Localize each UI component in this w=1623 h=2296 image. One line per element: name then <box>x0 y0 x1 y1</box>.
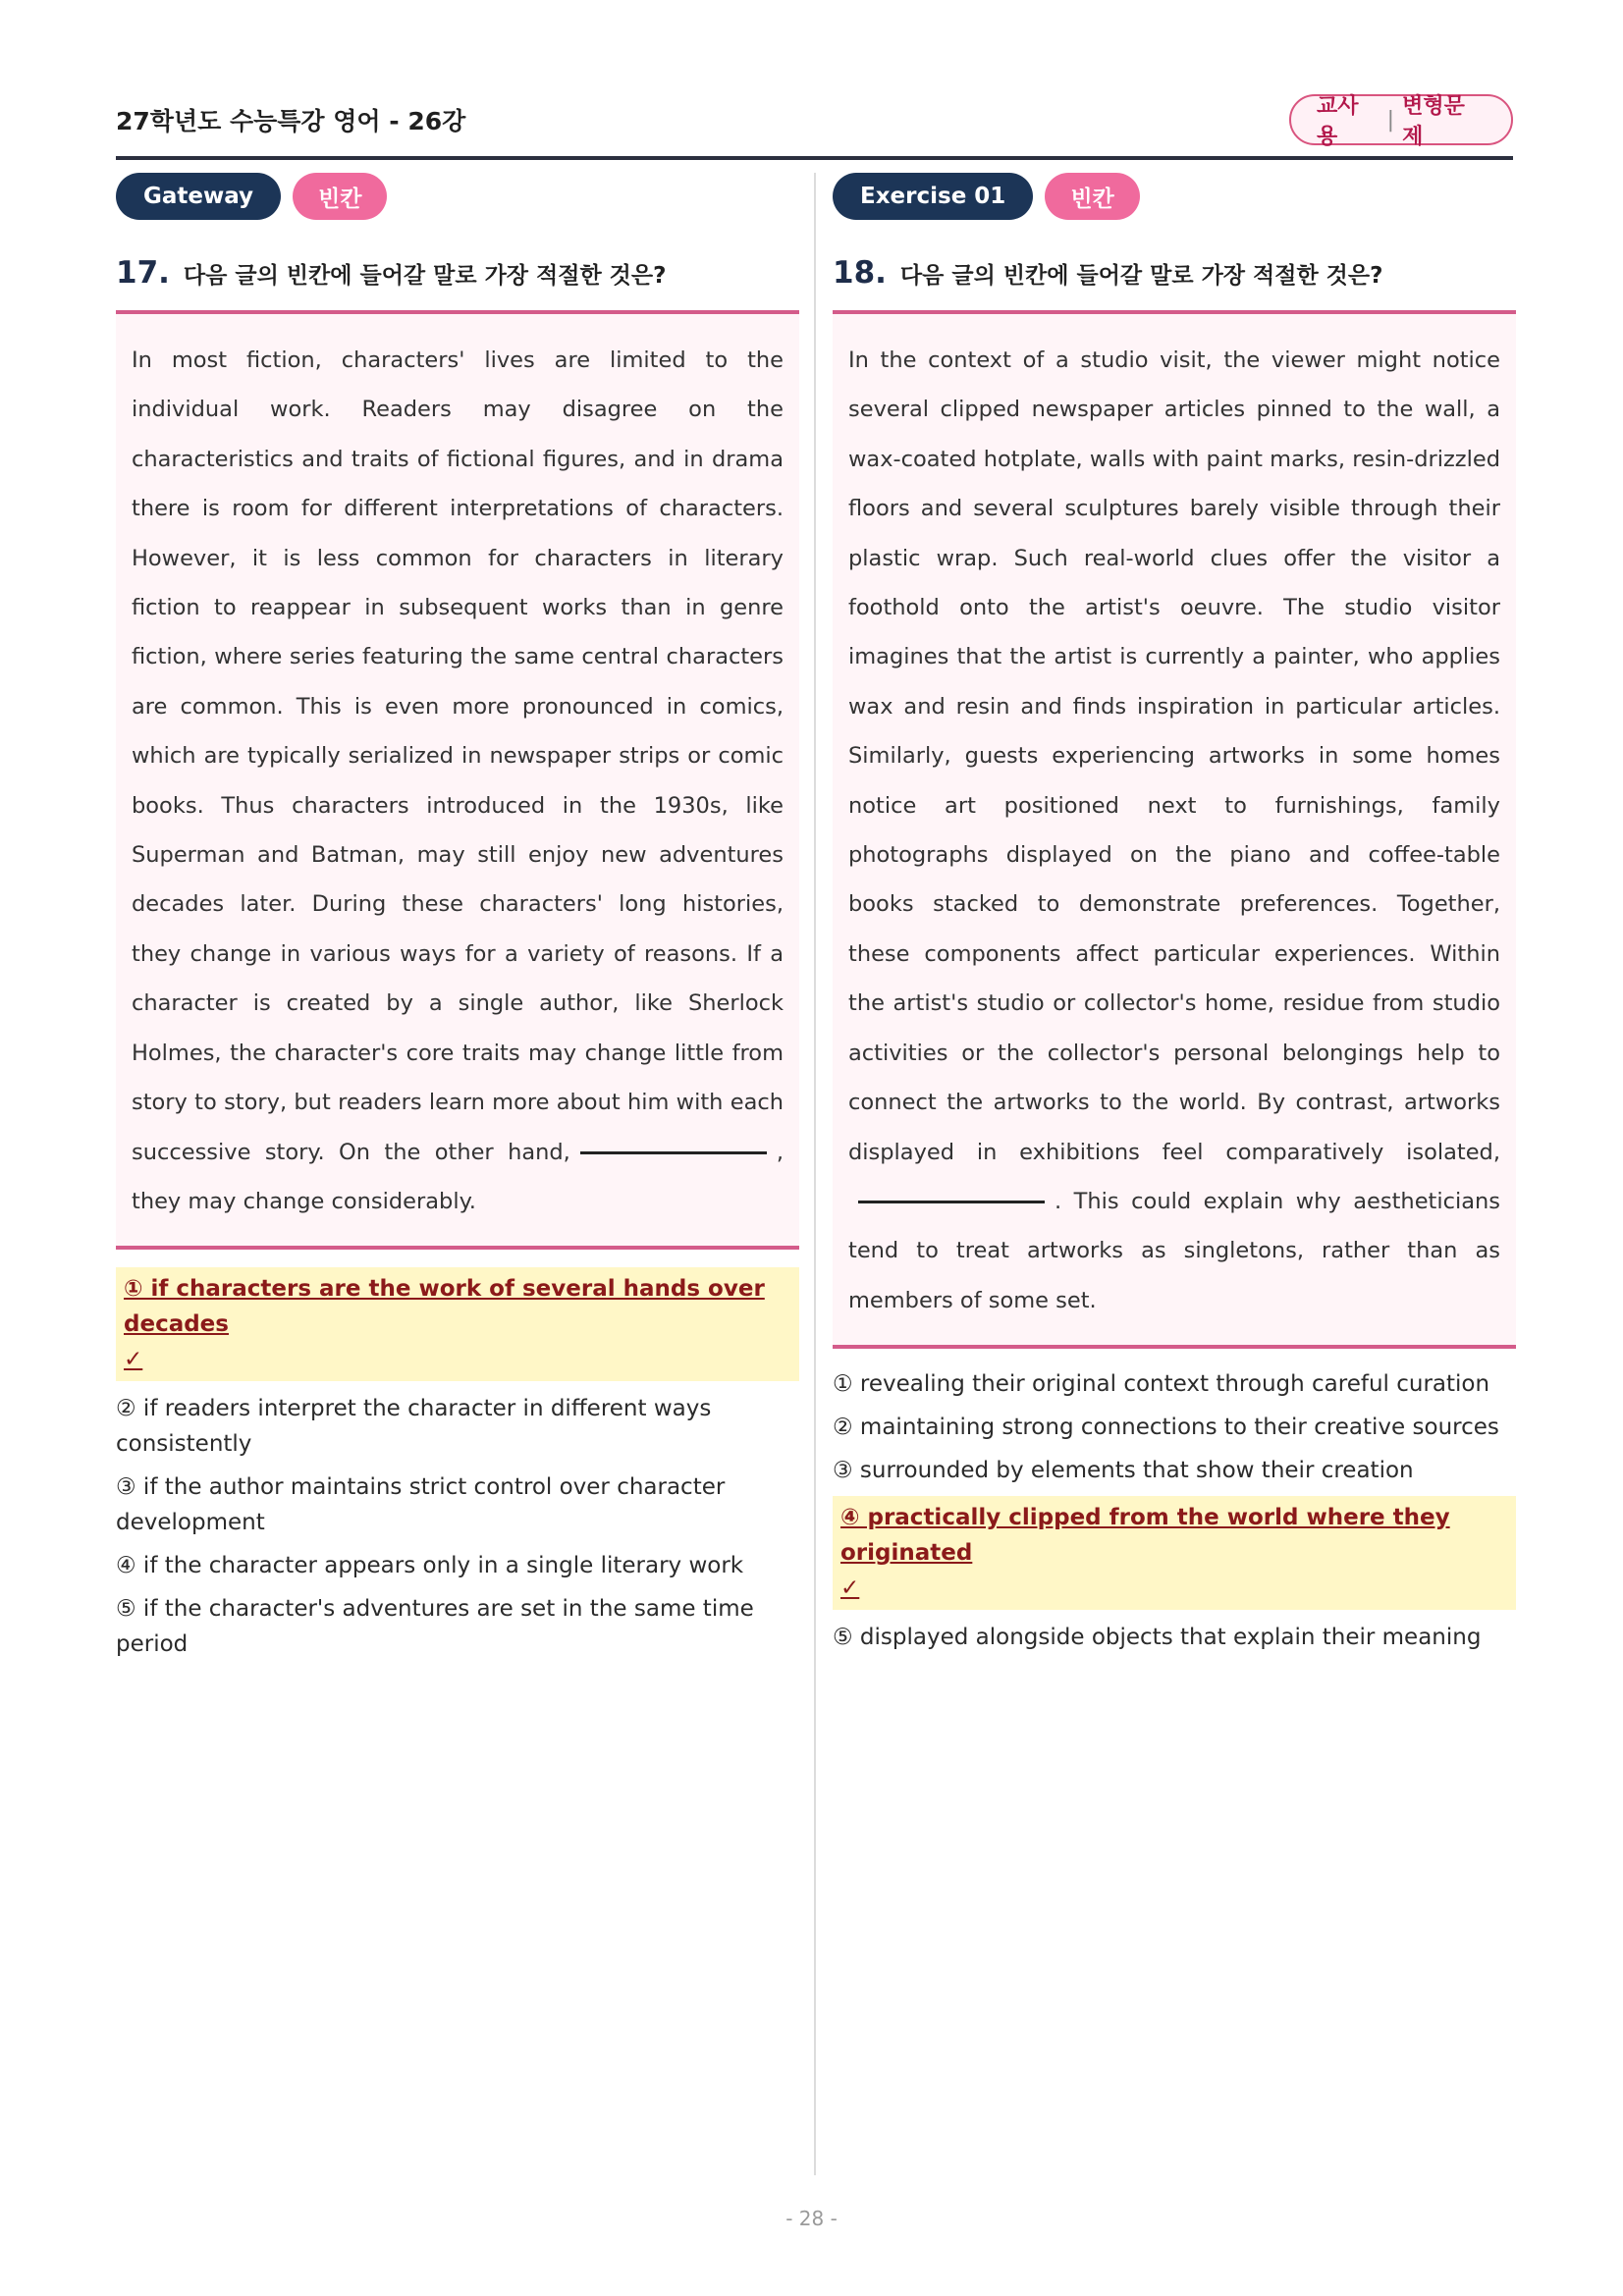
teacher-badge <box>1289 94 1513 149</box>
option-3[interactable]: ③ if the author maintains strict control over character development <box>116 1474 726 1536</box>
question-heading <box>833 255 1516 291</box>
option-3[interactable]: ③ surrounded by elements that show their creation <box>833 1458 1414 1484</box>
badge-teacher-label: 교사용 <box>1317 94 1359 149</box>
passage-text <box>132 336 784 1226</box>
blank-type-tag: 빈칸 <box>1045 173 1139 220</box>
option-1-correct[interactable] <box>116 1267 799 1381</box>
header-rule <box>116 156 1513 160</box>
passage-after-blank: , they may change considerably. <box>132 1139 784 1214</box>
option-5[interactable]: ⑤ if the character's adventures are set in the same time period <box>116 1596 754 1658</box>
option-4[interactable]: ④ if the character appears only in a single literary work <box>116 1553 744 1579</box>
exercise-tag: Exercise 01 <box>833 173 1033 220</box>
question-prompt: 다음 글의 빈칸에 들어갈 말로 가장 적절한 것은? <box>183 263 667 289</box>
answer-options <box>833 1366 1516 1655</box>
badge-separator: | <box>1386 107 1395 133</box>
answer-options <box>116 1267 799 1662</box>
option-text: ④ practically clipped from the world where they originated <box>840 1505 1450 1567</box>
check-icon: ✓ <box>124 1347 143 1373</box>
page-header-title: 27학년도 수능특강 영어 - 26강 <box>116 107 466 135</box>
question-number: 17. <box>116 255 170 291</box>
passage-box <box>116 310 799 1250</box>
blank-type-tag: 빈칸 <box>293 173 387 220</box>
gateway-tag: Gateway <box>116 173 281 220</box>
passage-after-blank: . This could explain why aestheticians tend to treat artworks as singletons, rather than as members of some set. <box>848 1188 1500 1313</box>
passage-before-blank: In most fiction, characters' lives are limited to the individual work. Readers may disagree on the characteristics and traits of fictional figures, and in drama there is room for different interpretations of characters. However, it is less common for characters in literary fiction to reappear in subsequent works than in genre fiction, where series featuring the same central characters are common. This is even more pronounced in comics, which are typically serialized in newspaper strips or comic books. Thus characters introduced in the 1930s, like Superman and Batman, may still enjoy new adventures decades later. During these characters' long histories, they change in various ways for a variety of reasons. If a character is created by a single author, like Sherlock Holmes, the character's core traits may change little from story to story, but readers learn more about him with each successive story. On the other hand, <box>132 347 784 1165</box>
blank-line <box>580 1150 767 1154</box>
right-column <box>833 173 1516 1663</box>
question-prompt: 다음 글의 빈칸에 들어갈 말로 가장 적절한 것은? <box>899 263 1383 289</box>
blank-line <box>858 1200 1045 1203</box>
option-1[interactable]: ① revealing their original context through careful curation <box>833 1371 1490 1398</box>
option-5[interactable]: ⑤ displayed alongside objects that explain their meaning <box>833 1625 1482 1651</box>
question-number: 18. <box>833 255 887 291</box>
right-tags <box>833 173 1516 220</box>
passage-box <box>833 310 1516 1349</box>
left-column <box>116 173 799 1670</box>
option-2[interactable]: ② maintaining strong connections to their creative sources <box>833 1415 1499 1441</box>
option-4-correct[interactable] <box>833 1496 1516 1610</box>
option-text: ① if characters are the work of several hands over decades <box>124 1276 765 1338</box>
check-icon: ✓ <box>840 1575 860 1602</box>
question-heading <box>116 255 799 291</box>
left-tags <box>116 173 799 220</box>
passage-before-blank: In the context of a studio visit, the viewer might notice several clipped newspaper articles pinned to the wall, a wax-coated hotplate, walls with paint marks, resin-drizzled floors and several sculptures barely visible through their plastic wrap. Such real-world clues offer the visitor a foothold onto the artist's oeuvre. The studio visitor imagines that the artist is currently a painter, who applies wax and resin and finds inspiration in particular articles. Similarly, guests experiencing artworks in some homes notice art positioned next to furnishings, family photographs displayed on the piano and coffee-table books stacked to demonstrate preferences. Together, these components affect particular experiences. Within the artist's studio or collector's home, residue from studio activities or the collector's personal belongings help to connect the artworks to the world. By contrast, artworks displayed in exhibitions feel comparatively isolated, <box>848 347 1500 1165</box>
option-2[interactable]: ② if readers interpret the character in different ways consistently <box>116 1396 712 1458</box>
column-divider <box>814 173 816 2175</box>
passage-text <box>848 336 1500 1325</box>
page-number: - 28 - <box>785 2207 838 2230</box>
badge-type-label: 변형문제 <box>1402 94 1465 149</box>
